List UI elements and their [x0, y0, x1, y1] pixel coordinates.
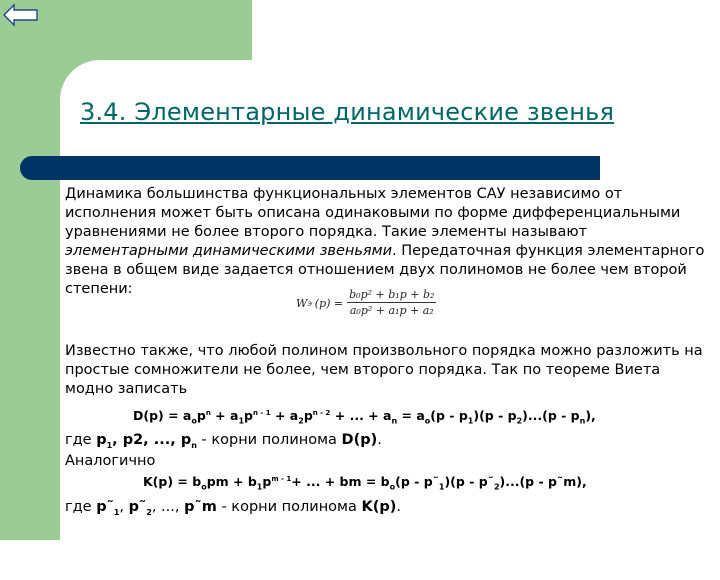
intro-paragraph: Динамика большинства функциональных элементов САУ независимо от исполнения может быть описана одинаковыми по форме дифференциальными уравнениями не более второго порядка. Такие элементы называют элементарными динамическими звеньями. Передаточная функция элементарного звена в общем виде задается отношением двух полиномов не более чем второй степени: — [65, 186, 705, 297]
roots-d-line: где $p_1$, p2, ..., $p_n$ - корни полинома D(p). — [65, 432, 382, 450]
title-divider-bar — [20, 156, 600, 180]
formula-denominator: a₀p² + a₁p + a₂ — [349, 304, 434, 317]
formula-numerator: b₀p² + b₁p + b₂ — [349, 288, 435, 301]
emphasized-term: элементарными динамическими звеньями — [65, 243, 393, 259]
similarly-label: Аналогично — [65, 453, 156, 469]
vieta-paragraph: Известно также, что любой полином произвольного порядка можно разложить на простые сомножители не более, чем второго порядка. Так по теореме Виета модно записать — [65, 343, 703, 397]
transfer-function-formula: W э (p) = $\frac{\text{b₀p² + b₁p + b₂}}{\text{a₀p² + a₁p + a₂}}$ — [296, 288, 435, 317]
roots-k-line: где $p˜_1$, $p˜_2$, ..., p˜m - корни полинома K(p). — [65, 499, 401, 517]
left-arrow-icon[interactable] — [3, 3, 39, 27]
polynomial-k-formula: $K(p) = b_opm + b_1p^{m - 1}+$ ... + bm = $b_o(p$ - $p˜_1)(p$ - $p˜_2)...(p$ - p˜m), — [143, 474, 587, 492]
polynomial-d-formula: $D(p) = a_op^n + a_1p^{n - 1} + a_2p^{n - 2}$ + ... + $a_n = a_o(p - p_1)(p - p_2)...(p - p_n)$, — [133, 408, 596, 426]
page-title: 3.4. Элементарные динамические звенья — [80, 98, 615, 126]
